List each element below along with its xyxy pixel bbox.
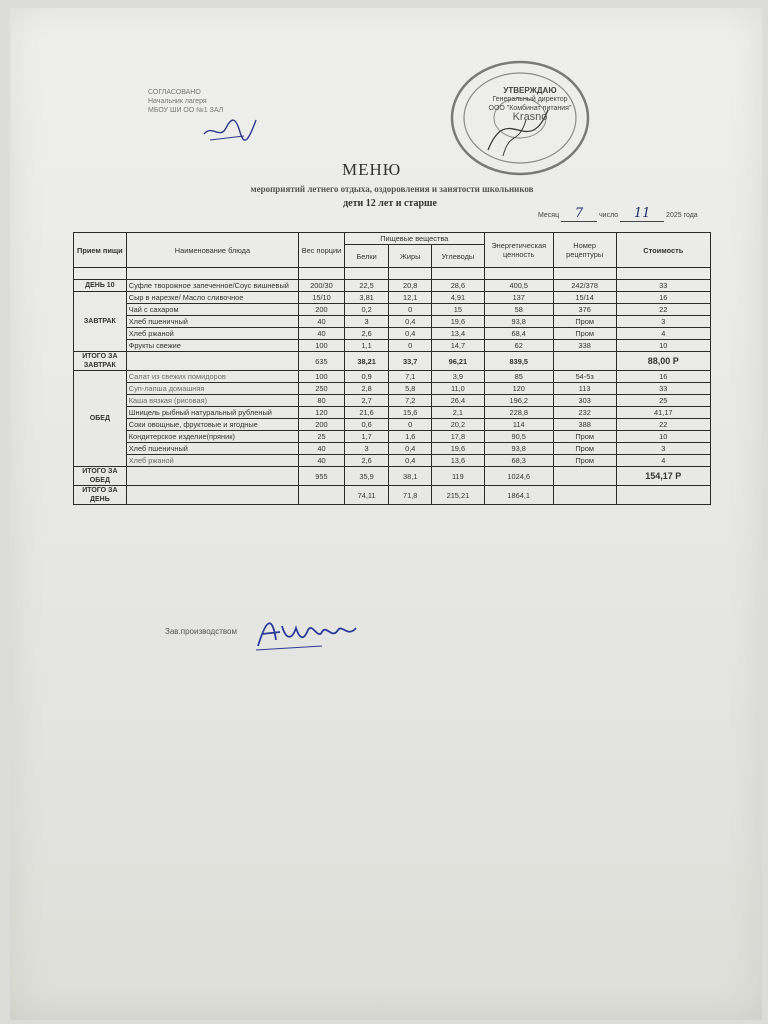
dish-name: Чай с сахаром (126, 304, 298, 316)
dish-name: Фрукты свежие (126, 340, 298, 352)
agreed-line-3: МБОУ ШИ ОО №1 ЗАЛ (148, 107, 224, 114)
recipe-cell: 232 (553, 407, 616, 419)
energy-cell: 90,5 (484, 431, 553, 443)
fat-total: 33,7 (389, 352, 432, 371)
table-row (74, 431, 711, 443)
cost-cell: 16 (616, 292, 710, 304)
dish-name: Хлеб ржаной (126, 455, 298, 467)
carbs-cell: 17,8 (432, 431, 485, 443)
recipe-cell: Пром (553, 328, 616, 340)
energy-total: 1864,1 (484, 486, 553, 505)
protein-total: 38,21 (344, 352, 389, 371)
protein-cell: 3 (344, 443, 389, 455)
table-row (74, 316, 711, 328)
weight-cell: 100 (299, 371, 345, 383)
header-cost: Стоимость (616, 233, 710, 268)
weight-cell: 15/10 (299, 292, 345, 304)
day-value: 11 (620, 206, 664, 222)
carbs-cell: 19,6 (432, 316, 485, 328)
cost-cell: 25 (616, 395, 710, 407)
table-row (74, 328, 711, 340)
energy-cell: 68,3 (484, 455, 553, 467)
energy-total: 839,5 (484, 352, 553, 371)
spacer-row (74, 268, 711, 280)
energy-cell: 120 (484, 383, 553, 395)
cost-total: 154,17 Р (616, 467, 710, 486)
energy-cell: 68,4 (484, 328, 553, 340)
approve-block (470, 86, 590, 122)
header-energy: Энергетическая ценность (484, 233, 553, 268)
fat-cell: 0,4 (389, 443, 432, 455)
dish-name: Шницель рыбный натуральный рубленый (126, 407, 298, 419)
lunch-total-label: ИТОГО ЗА ОБЕД (74, 467, 127, 486)
cost-cell: 22 (616, 304, 710, 316)
protein-cell: 3 (344, 316, 389, 328)
cost-cell: 3 (616, 316, 710, 328)
cost-cell: 10 (616, 431, 710, 443)
energy-cell: 114 (484, 419, 553, 431)
fat-cell: 15,6 (389, 407, 432, 419)
fat-cell: 0,4 (389, 328, 432, 340)
carbs-total: 119 (432, 467, 485, 486)
energy-cell: 137 (484, 292, 553, 304)
audience-label: дети 12 лет и старше (343, 198, 437, 209)
protein-cell: 1,1 (344, 340, 389, 352)
energy-cell: 196,2 (484, 395, 553, 407)
weight-cell: 200/30 (299, 280, 345, 292)
agreed-line-2: Начальник лагеря (148, 98, 207, 105)
energy-cell: 62 (484, 340, 553, 352)
protein-cell: 2,8 (344, 383, 389, 395)
weight-cell: 40 (299, 316, 345, 328)
protein-cell: 22,5 (344, 280, 389, 292)
weight-cell: 200 (299, 304, 345, 316)
month-label: Месяц (538, 212, 560, 219)
fat-cell: 0,4 (389, 455, 432, 467)
protein-cell: 2,6 (344, 328, 389, 340)
cost-cell: 22 (616, 419, 710, 431)
carbs-cell: 13,4 (432, 328, 485, 340)
header-protein: Белки (344, 245, 389, 268)
cost-cell: 41,17 (616, 407, 710, 419)
recipe-cell: 303 (553, 395, 616, 407)
cost-cell: 4 (616, 328, 710, 340)
day-label: число (599, 212, 619, 219)
fat-cell: 1,6 (389, 431, 432, 443)
breakfast-total-label: ИТОГО ЗА ЗАВТРАК (74, 352, 127, 371)
date-line (538, 206, 698, 222)
energy-total: 1024,6 (484, 467, 553, 486)
weight-cell: 25 (299, 431, 345, 443)
recipe-cell: 242/378 (553, 280, 616, 292)
dish-name: Хлеб пшеничный (126, 443, 298, 455)
recipe-cell: 338 (553, 340, 616, 352)
dish-name: Каша вязкая (рисовая) (126, 395, 298, 407)
approve-title: УТВЕРЖДАЮ (503, 86, 557, 95)
table-row (74, 455, 711, 467)
protein-cell: 3,81 (344, 292, 389, 304)
cost-total: 88,00 Р (616, 352, 710, 371)
carbs-total: 215,21 (432, 486, 485, 505)
protein-cell: 0,2 (344, 304, 389, 316)
signature-mark (200, 112, 260, 146)
weight-cell: 120 (299, 407, 345, 419)
header-dish: Наименование блюда (126, 233, 298, 268)
weight-cell: 40 (299, 443, 345, 455)
energy-cell: 85 (484, 371, 553, 383)
header-weight: Вес порции (299, 233, 345, 268)
table-row (74, 371, 711, 383)
page-title: МЕНЮ (342, 160, 402, 179)
carbs-cell: 11,0 (432, 383, 485, 395)
table-row (74, 383, 711, 395)
weight-total: 635 (299, 352, 345, 371)
stamp-text: Krasno (512, 111, 548, 123)
carbs-cell: 26,4 (432, 395, 485, 407)
weight-cell: 100 (299, 340, 345, 352)
protein-cell: 0,9 (344, 371, 389, 383)
agreed-block (148, 88, 258, 115)
table-row (74, 340, 711, 352)
cost-cell: 10 (616, 340, 710, 352)
carbs-cell: 19,6 (432, 443, 485, 455)
dish-name: Салат из свежих помидоров (126, 371, 298, 383)
recipe-cell: 376 (553, 304, 616, 316)
energy-cell: 93,8 (484, 316, 553, 328)
cost-cell: 33 (616, 280, 710, 292)
recipe-cell: Пром (553, 316, 616, 328)
table-row (74, 304, 711, 316)
carbs-cell: 14,7 (432, 340, 485, 352)
recipe-cell: 54-5з (553, 371, 616, 383)
day-total-label: ИТОГО ЗА ДЕНЬ (74, 486, 127, 505)
fat-cell: 0 (389, 419, 432, 431)
fat-cell: 0 (389, 304, 432, 316)
cost-cell: 33 (616, 383, 710, 395)
header-recipe: Номер рецептуры (553, 233, 616, 268)
fat-cell: 0,4 (389, 316, 432, 328)
weight-cell: 40 (299, 328, 345, 340)
recipe-cell: Пром (553, 443, 616, 455)
year-label: 2025 года (666, 212, 698, 219)
recipe-cell: 388 (553, 419, 616, 431)
protein-cell: 2,6 (344, 455, 389, 467)
lunch-label: ОБЕД (74, 371, 127, 467)
fat-cell: 7,2 (389, 395, 432, 407)
recipe-cell: 15/14 (553, 292, 616, 304)
energy-cell: 93,8 (484, 443, 553, 455)
energy-cell: 400,5 (484, 280, 553, 292)
carbs-cell: 20,2 (432, 419, 485, 431)
table-row (74, 419, 711, 431)
approve-line-1: Генеральный директор (492, 96, 568, 103)
dish-name: Соки овощные, фруктовые и ягодные (126, 419, 298, 431)
dish-name: Кондитерское изделие(пряник) (126, 431, 298, 443)
dish-name: Суп-лапша домашняя (126, 383, 298, 395)
protein-cell: 0,6 (344, 419, 389, 431)
header-carbs: Углеводы (432, 245, 485, 268)
fat-cell: 7,1 (389, 371, 432, 383)
breakfast-total-row (74, 352, 711, 371)
carbs-cell: 28,6 (432, 280, 485, 292)
dish-name: Суфле творожное запеченное/Соус вишневый (126, 280, 298, 292)
carbs-cell: 3,9 (432, 371, 485, 383)
energy-cell: 228,8 (484, 407, 553, 419)
table-row (74, 407, 711, 419)
fat-cell: 20,8 (389, 280, 432, 292)
day-total-row (74, 486, 711, 505)
dish-name: Сыр в нарезке/ Масло сливочное (126, 292, 298, 304)
weight-cell: 200 (299, 419, 345, 431)
approve-line-2: ООО "Комбинат питания" (488, 105, 572, 112)
protein-cell: 2,7 (344, 395, 389, 407)
fat-cell: 0 (389, 340, 432, 352)
fat-cell: 5,8 (389, 383, 432, 395)
header-fat: Жиры (389, 245, 432, 268)
table-row (74, 280, 711, 292)
weight-cell: 80 (299, 395, 345, 407)
recipe-cell: Пром (553, 431, 616, 443)
protein-cell: 1,7 (344, 431, 389, 443)
production-manager-label: Зав.производством (165, 627, 237, 636)
cost-cell: 3 (616, 443, 710, 455)
dish-name: Хлеб пшеничный (126, 316, 298, 328)
cost-cell: 16 (616, 371, 710, 383)
page-subtitle: мероприятий летнего отдыха, оздоровления и занятости школьников (250, 184, 534, 194)
weight-cell: 40 (299, 455, 345, 467)
carbs-cell: 13,6 (432, 455, 485, 467)
agreed-line-1: СОГЛАСОВАНО (148, 89, 201, 96)
month-value: 7 (561, 206, 597, 222)
recipe-cell: Пром (553, 455, 616, 467)
table-row (74, 292, 711, 304)
table-row (74, 443, 711, 455)
table-row (74, 395, 711, 407)
breakfast-label: ЗАВТРАК (74, 292, 127, 352)
fat-cell: 12,1 (389, 292, 432, 304)
protein-total: 74,11 (344, 486, 389, 505)
header-nutrients: Пищевые вещества (344, 233, 484, 245)
production-manager-signature (252, 610, 362, 654)
fat-total: 38,1 (389, 467, 432, 486)
menu-table (73, 232, 711, 505)
header-meal: Прием пищи (74, 233, 127, 268)
carbs-cell: 2,1 (432, 407, 485, 419)
energy-cell: 58 (484, 304, 553, 316)
day-label: ДЕНЬ 10 (74, 280, 127, 292)
protein-total: 35,9 (344, 467, 389, 486)
lunch-total-row (74, 467, 711, 486)
recipe-cell: 113 (553, 383, 616, 395)
carbs-cell: 4,91 (432, 292, 485, 304)
cost-cell: 4 (616, 455, 710, 467)
carbs-total: 96,21 (432, 352, 485, 371)
carbs-cell: 15 (432, 304, 485, 316)
weight-cell: 250 (299, 383, 345, 395)
weight-total: 955 (299, 467, 345, 486)
dish-name: Хлеб ржаной (126, 328, 298, 340)
fat-total: 71,8 (389, 486, 432, 505)
protein-cell: 21,6 (344, 407, 389, 419)
